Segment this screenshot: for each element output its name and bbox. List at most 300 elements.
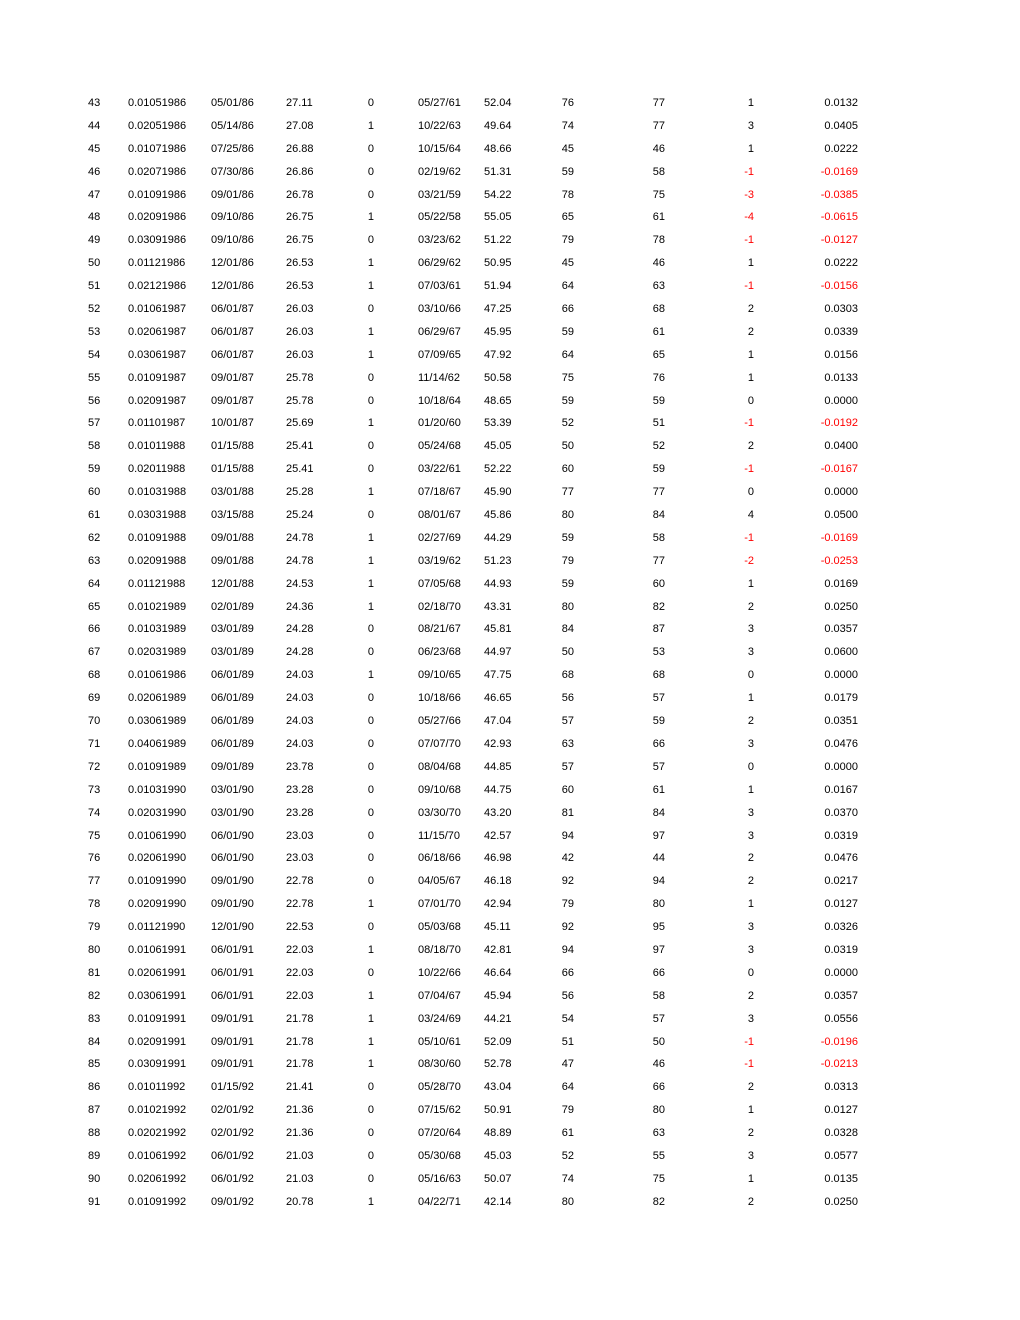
birth-date-cell: 03/22/61 bbox=[418, 463, 461, 476]
value-cell: 22.53 bbox=[286, 921, 314, 934]
score-a-cell: 64 bbox=[561, 1081, 574, 1094]
age-cell: 45.86 bbox=[484, 509, 512, 522]
table-row bbox=[0, 825, 1020, 848]
value-cell: 24.03 bbox=[286, 715, 314, 728]
value-cell: 23.28 bbox=[286, 783, 314, 796]
date-cell: 12/01/88 bbox=[211, 577, 254, 590]
age-cell: 45.95 bbox=[484, 325, 512, 338]
flag-cell: 0 bbox=[367, 966, 374, 979]
value-cell: 21.03 bbox=[286, 1149, 314, 1162]
score-b-cell: 61 bbox=[652, 211, 665, 224]
row-number-cell: 62 bbox=[88, 531, 101, 544]
age-cell: 42.94 bbox=[484, 898, 512, 911]
age-cell: 52.09 bbox=[484, 1035, 512, 1048]
value-cell: 26.03 bbox=[286, 303, 314, 316]
age-cell: 44.29 bbox=[484, 531, 512, 544]
row-number-cell: 45 bbox=[88, 142, 101, 155]
age-cell: 42.14 bbox=[484, 1195, 512, 1208]
id-code-cell: 0.01091992 bbox=[128, 1195, 187, 1208]
age-cell: 45.11 bbox=[484, 921, 511, 934]
age-cell: 43.04 bbox=[484, 1081, 512, 1094]
ratio-cell: 0.0577 bbox=[824, 1149, 858, 1162]
age-cell: 44.93 bbox=[484, 577, 512, 590]
table-row bbox=[0, 618, 1020, 641]
age-cell: 49.64 bbox=[484, 119, 512, 132]
flag-cell: 1 bbox=[367, 348, 374, 361]
table-row bbox=[0, 412, 1020, 435]
flag-cell: 1 bbox=[367, 943, 374, 956]
row-number-cell: 69 bbox=[88, 692, 101, 705]
row-number-cell: 68 bbox=[88, 669, 101, 682]
birth-date-cell: 11/14/62 bbox=[418, 371, 461, 384]
ratio-cell: 0.0328 bbox=[824, 1127, 858, 1140]
ratio-cell: 0.0476 bbox=[824, 852, 858, 865]
score-a-cell: 50 bbox=[561, 646, 574, 659]
flag-cell: 0 bbox=[367, 463, 374, 476]
score-a-cell: 45 bbox=[561, 142, 574, 155]
date-cell: 03/15/88 bbox=[211, 509, 254, 522]
score-a-cell: 59 bbox=[561, 165, 574, 178]
age-cell: 44.97 bbox=[484, 646, 512, 659]
id-code-cell: 0.01031990 bbox=[128, 783, 187, 796]
score-a-cell: 59 bbox=[561, 577, 574, 590]
value-cell: 26.75 bbox=[286, 234, 314, 247]
birth-date-cell: 05/27/66 bbox=[418, 715, 461, 728]
score-a-cell: 77 bbox=[561, 486, 574, 499]
table-row bbox=[0, 733, 1020, 756]
id-code-cell: 0.02061990 bbox=[128, 852, 187, 865]
score-b-cell: 68 bbox=[652, 669, 665, 682]
age-cell: 42.57 bbox=[484, 829, 512, 842]
difference-cell: 1 bbox=[747, 898, 754, 911]
table-row bbox=[0, 756, 1020, 779]
flag-cell: 0 bbox=[367, 852, 374, 865]
id-code-cell: 0.02031989 bbox=[128, 646, 187, 659]
value-cell: 22.78 bbox=[286, 898, 314, 911]
age-cell: 45.90 bbox=[484, 486, 512, 499]
id-code-cell: 0.01061986 bbox=[128, 669, 187, 682]
flag-cell: 0 bbox=[367, 509, 374, 522]
difference-cell: 3 bbox=[747, 1012, 754, 1025]
row-number-cell: 53 bbox=[88, 325, 101, 338]
age-cell: 45.94 bbox=[484, 989, 512, 1002]
ratio-cell: 0.0127 bbox=[824, 898, 858, 911]
difference-cell: -1 bbox=[744, 280, 754, 293]
birth-date-cell: 02/18/70 bbox=[418, 600, 461, 613]
score-a-cell: 79 bbox=[561, 1104, 574, 1117]
table-row bbox=[0, 596, 1020, 619]
row-number-cell: 51 bbox=[88, 280, 101, 293]
ratio-cell: -0.0615 bbox=[820, 211, 858, 224]
date-cell: 09/10/86 bbox=[211, 234, 254, 247]
score-b-cell: 97 bbox=[652, 829, 665, 842]
table-row bbox=[0, 1145, 1020, 1168]
id-code-cell: 0.01091989 bbox=[128, 760, 187, 773]
ratio-cell: -0.0213 bbox=[820, 1058, 858, 1071]
difference-cell: 3 bbox=[747, 646, 754, 659]
score-a-cell: 54 bbox=[561, 1012, 574, 1025]
difference-cell: 1 bbox=[747, 371, 754, 384]
flag-cell: 0 bbox=[367, 1127, 374, 1140]
age-cell: 44.21 bbox=[484, 1012, 512, 1025]
score-a-cell: 68 bbox=[561, 669, 574, 682]
age-cell: 47.92 bbox=[484, 348, 512, 361]
date-cell: 06/01/89 bbox=[211, 715, 254, 728]
ratio-cell: 0.0556 bbox=[824, 1012, 858, 1025]
ratio-cell: 0.0133 bbox=[824, 371, 858, 384]
date-cell: 02/01/92 bbox=[211, 1127, 254, 1140]
score-a-cell: 92 bbox=[561, 921, 574, 934]
value-cell: 27.08 bbox=[286, 119, 314, 132]
id-code-cell: 0.01091988 bbox=[128, 531, 187, 544]
age-cell: 54.22 bbox=[484, 188, 512, 201]
value-cell: 25.78 bbox=[286, 371, 314, 384]
score-b-cell: 66 bbox=[652, 966, 665, 979]
score-a-cell: 80 bbox=[561, 600, 574, 613]
row-number-cell: 74 bbox=[88, 806, 101, 819]
ratio-cell: 0.0000 bbox=[824, 966, 858, 979]
score-a-cell: 78 bbox=[561, 188, 574, 201]
value-cell: 25.78 bbox=[286, 394, 314, 407]
birth-date-cell: 10/22/63 bbox=[418, 119, 461, 132]
row-number-cell: 71 bbox=[88, 737, 101, 750]
score-b-cell: 63 bbox=[652, 1127, 665, 1140]
difference-cell: 2 bbox=[747, 440, 754, 453]
table-row bbox=[0, 893, 1020, 916]
age-cell: 47.25 bbox=[484, 303, 512, 316]
row-number-cell: 79 bbox=[88, 921, 101, 934]
flag-cell: 1 bbox=[367, 600, 374, 613]
score-a-cell: 63 bbox=[561, 737, 574, 750]
row-number-cell: 86 bbox=[88, 1081, 101, 1094]
row-number-cell: 57 bbox=[88, 417, 101, 430]
score-a-cell: 64 bbox=[561, 280, 574, 293]
score-b-cell: 58 bbox=[652, 989, 665, 1002]
flag-cell: 0 bbox=[367, 692, 374, 705]
score-b-cell: 77 bbox=[652, 119, 665, 132]
date-cell: 01/15/88 bbox=[211, 463, 254, 476]
score-a-cell: 81 bbox=[561, 806, 574, 819]
score-a-cell: 84 bbox=[561, 623, 574, 636]
row-number-cell: 89 bbox=[88, 1149, 101, 1162]
birth-date-cell: 10/18/64 bbox=[418, 394, 461, 407]
flag-cell: 1 bbox=[367, 1058, 374, 1071]
table-row bbox=[0, 275, 1020, 298]
id-code-cell: 0.01011992 bbox=[128, 1081, 186, 1094]
id-code-cell: 0.04061989 bbox=[128, 737, 187, 750]
value-cell: 20.78 bbox=[286, 1195, 314, 1208]
table-row bbox=[0, 206, 1020, 229]
ratio-cell: -0.0169 bbox=[820, 165, 858, 178]
flag-cell: 0 bbox=[367, 165, 374, 178]
age-cell: 50.07 bbox=[484, 1172, 512, 1185]
flag-cell: 0 bbox=[367, 394, 374, 407]
age-cell: 45.05 bbox=[484, 440, 512, 453]
birth-date-cell: 05/16/63 bbox=[418, 1172, 461, 1185]
birth-date-cell: 03/19/62 bbox=[418, 554, 461, 567]
table-row bbox=[0, 641, 1020, 664]
date-cell: 07/25/86 bbox=[211, 142, 254, 155]
date-cell: 03/01/89 bbox=[211, 623, 254, 636]
score-b-cell: 84 bbox=[652, 509, 665, 522]
birth-date-cell: 07/03/61 bbox=[418, 280, 461, 293]
birth-date-cell: 04/22/71 bbox=[418, 1195, 461, 1208]
row-number-cell: 67 bbox=[88, 646, 101, 659]
date-cell: 09/01/91 bbox=[211, 1012, 254, 1025]
date-cell: 02/01/92 bbox=[211, 1104, 254, 1117]
ratio-cell: 0.0222 bbox=[824, 142, 858, 155]
date-cell: 09/10/86 bbox=[211, 211, 254, 224]
score-b-cell: 58 bbox=[652, 531, 665, 544]
ratio-cell: 0.0000 bbox=[824, 486, 858, 499]
id-code-cell: 0.01031989 bbox=[128, 623, 187, 636]
difference-cell: -1 bbox=[744, 1035, 754, 1048]
score-a-cell: 42 bbox=[561, 852, 574, 865]
birth-date-cell: 03/30/70 bbox=[418, 806, 461, 819]
flag-cell: 0 bbox=[367, 1149, 374, 1162]
score-a-cell: 94 bbox=[561, 829, 574, 842]
id-code-cell: 0.01061990 bbox=[128, 829, 187, 842]
row-number-cell: 52 bbox=[88, 303, 101, 316]
age-cell: 51.31 bbox=[484, 165, 512, 178]
difference-cell: -4 bbox=[744, 211, 754, 224]
row-number-cell: 91 bbox=[88, 1195, 101, 1208]
age-cell: 51.94 bbox=[484, 280, 512, 293]
score-b-cell: 50 bbox=[652, 1035, 665, 1048]
date-cell: 06/01/87 bbox=[211, 303, 254, 316]
difference-cell: 3 bbox=[747, 119, 754, 132]
date-cell: 06/01/89 bbox=[211, 737, 254, 750]
birth-date-cell: 07/15/62 bbox=[418, 1104, 461, 1117]
age-cell: 48.66 bbox=[484, 142, 512, 155]
score-b-cell: 46 bbox=[652, 142, 665, 155]
row-number-cell: 75 bbox=[88, 829, 101, 842]
value-cell: 24.03 bbox=[286, 692, 314, 705]
value-cell: 26.78 bbox=[286, 188, 314, 201]
date-cell: 09/01/90 bbox=[211, 875, 254, 888]
difference-cell: -1 bbox=[744, 165, 754, 178]
difference-cell: -1 bbox=[744, 463, 754, 476]
id-code-cell: 0.01091990 bbox=[128, 875, 187, 888]
difference-cell: 3 bbox=[747, 943, 754, 956]
score-b-cell: 94 bbox=[652, 875, 665, 888]
id-code-cell: 0.03061987 bbox=[128, 348, 187, 361]
score-b-cell: 77 bbox=[652, 486, 665, 499]
table-row bbox=[0, 710, 1020, 733]
age-cell: 47.75 bbox=[484, 669, 512, 682]
id-code-cell: 0.01061987 bbox=[128, 303, 187, 316]
date-cell: 06/01/91 bbox=[211, 966, 254, 979]
ratio-cell: 0.0250 bbox=[824, 600, 858, 613]
age-cell: 51.22 bbox=[484, 234, 512, 247]
row-number-cell: 54 bbox=[88, 348, 101, 361]
value-cell: 24.53 bbox=[286, 577, 314, 590]
table-row bbox=[0, 367, 1020, 390]
difference-cell: 2 bbox=[747, 1195, 754, 1208]
score-b-cell: 63 bbox=[652, 280, 665, 293]
date-cell: 06/01/87 bbox=[211, 325, 254, 338]
id-code-cell: 0.03061989 bbox=[128, 715, 187, 728]
ratio-cell: 0.0222 bbox=[824, 257, 858, 270]
id-code-cell: 0.03031988 bbox=[128, 509, 187, 522]
score-a-cell: 65 bbox=[561, 211, 574, 224]
value-cell: 26.03 bbox=[286, 325, 314, 338]
difference-cell: 2 bbox=[747, 325, 754, 338]
value-cell: 24.36 bbox=[286, 600, 314, 613]
score-b-cell: 97 bbox=[652, 943, 665, 956]
row-number-cell: 84 bbox=[88, 1035, 101, 1048]
age-cell: 45.03 bbox=[484, 1149, 512, 1162]
id-code-cell: 0.03091986 bbox=[128, 234, 187, 247]
score-b-cell: 57 bbox=[652, 760, 665, 773]
value-cell: 26.86 bbox=[286, 165, 314, 178]
score-b-cell: 51 bbox=[652, 417, 665, 430]
date-cell: 06/01/92 bbox=[211, 1172, 254, 1185]
score-a-cell: 47 bbox=[561, 1058, 574, 1071]
date-cell: 09/01/91 bbox=[211, 1058, 254, 1071]
flag-cell: 1 bbox=[367, 211, 374, 224]
flag-cell: 0 bbox=[367, 623, 374, 636]
flag-cell: 0 bbox=[367, 371, 374, 384]
row-number-cell: 90 bbox=[88, 1172, 101, 1185]
difference-cell: 1 bbox=[747, 692, 754, 705]
table-row bbox=[0, 1122, 1020, 1145]
flag-cell: 0 bbox=[367, 783, 374, 796]
id-code-cell: 0.01091986 bbox=[128, 188, 187, 201]
table-row bbox=[0, 779, 1020, 802]
flag-cell: 1 bbox=[367, 989, 374, 1002]
flag-cell: 0 bbox=[367, 1172, 374, 1185]
id-code-cell: 0.01011988 bbox=[128, 440, 186, 453]
birth-date-cell: 05/27/61 bbox=[418, 97, 461, 109]
ratio-cell: 0.0179 bbox=[824, 692, 858, 705]
table-row bbox=[0, 802, 1020, 825]
flag-cell: 0 bbox=[367, 234, 374, 247]
difference-cell: 1 bbox=[747, 97, 754, 109]
flag-cell: 1 bbox=[367, 531, 374, 544]
score-b-cell: 80 bbox=[652, 898, 665, 911]
ratio-cell: 0.0370 bbox=[824, 806, 858, 819]
id-code-cell: 0.01121986 bbox=[128, 257, 186, 270]
date-cell: 01/15/92 bbox=[211, 1081, 254, 1094]
ratio-cell: 0.0156 bbox=[824, 348, 858, 361]
row-number-cell: 50 bbox=[88, 257, 101, 270]
birth-date-cell: 05/22/58 bbox=[418, 211, 461, 224]
score-b-cell: 57 bbox=[652, 692, 665, 705]
flag-cell: 0 bbox=[367, 1104, 374, 1117]
age-cell: 45.81 bbox=[484, 623, 512, 636]
age-cell: 43.31 bbox=[484, 600, 512, 613]
difference-cell: 2 bbox=[747, 852, 754, 865]
score-b-cell: 59 bbox=[652, 715, 665, 728]
score-b-cell: 77 bbox=[652, 97, 665, 109]
score-a-cell: 59 bbox=[561, 531, 574, 544]
birth-date-cell: 08/04/68 bbox=[418, 760, 461, 773]
table-row bbox=[0, 390, 1020, 413]
flag-cell: 0 bbox=[367, 806, 374, 819]
date-cell: 06/01/90 bbox=[211, 829, 254, 842]
difference-cell: 0 bbox=[747, 486, 754, 499]
date-cell: 06/01/90 bbox=[211, 852, 254, 865]
row-number-cell: 61 bbox=[88, 509, 101, 522]
date-cell: 12/01/90 bbox=[211, 921, 254, 934]
birth-date-cell: 10/15/64 bbox=[418, 142, 461, 155]
row-number-cell: 49 bbox=[88, 234, 101, 247]
flag-cell: 1 bbox=[367, 554, 374, 567]
flag-cell: 1 bbox=[367, 257, 374, 270]
score-b-cell: 61 bbox=[652, 783, 665, 796]
birth-date-cell: 06/18/66 bbox=[418, 852, 461, 865]
date-cell: 09/01/87 bbox=[211, 371, 254, 384]
difference-cell: 1 bbox=[747, 257, 754, 270]
table-row bbox=[0, 458, 1020, 481]
birth-date-cell: 08/18/70 bbox=[418, 943, 461, 956]
birth-date-cell: 09/10/65 bbox=[418, 669, 461, 682]
birth-date-cell: 07/20/64 bbox=[418, 1127, 461, 1140]
table-row bbox=[0, 985, 1020, 1008]
age-cell: 42.93 bbox=[484, 737, 512, 750]
table-row bbox=[0, 115, 1020, 138]
id-code-cell: 0.02021992 bbox=[128, 1127, 187, 1140]
id-code-cell: 0.01101987 bbox=[128, 417, 186, 430]
data-table bbox=[0, 92, 1020, 1214]
difference-cell: -2 bbox=[744, 554, 754, 567]
score-a-cell: 57 bbox=[561, 760, 574, 773]
flag-cell: 0 bbox=[367, 646, 374, 659]
value-cell: 21.03 bbox=[286, 1172, 314, 1185]
score-b-cell: 77 bbox=[652, 554, 665, 567]
score-a-cell: 56 bbox=[561, 989, 574, 1002]
age-cell: 50.91 bbox=[484, 1104, 512, 1117]
value-cell: 22.03 bbox=[286, 989, 314, 1002]
table-row bbox=[0, 321, 1020, 344]
id-code-cell: 0.02091990 bbox=[128, 898, 187, 911]
score-a-cell: 66 bbox=[561, 966, 574, 979]
flag-cell: 1 bbox=[367, 486, 374, 499]
score-b-cell: 53 bbox=[652, 646, 665, 659]
birth-date-cell: 03/10/66 bbox=[418, 303, 461, 316]
difference-cell: 0 bbox=[747, 669, 754, 682]
age-cell: 51.23 bbox=[484, 554, 512, 567]
row-number-cell: 44 bbox=[88, 119, 101, 132]
ratio-cell: 0.0319 bbox=[824, 943, 858, 956]
birth-date-cell: 05/10/61 bbox=[418, 1035, 461, 1048]
value-cell: 26.75 bbox=[286, 211, 314, 224]
flag-cell: 1 bbox=[367, 119, 374, 132]
flag-cell: 1 bbox=[367, 325, 374, 338]
difference-cell: 3 bbox=[747, 737, 754, 750]
date-cell: 03/01/90 bbox=[211, 783, 254, 796]
difference-cell: -1 bbox=[744, 531, 754, 544]
table-row bbox=[0, 344, 1020, 367]
date-cell: 06/01/91 bbox=[211, 989, 254, 1002]
row-number-cell: 81 bbox=[88, 966, 101, 979]
flag-cell: 0 bbox=[367, 142, 374, 155]
age-cell: 53.39 bbox=[484, 417, 512, 430]
table-row bbox=[0, 1099, 1020, 1122]
birth-date-cell: 03/24/69 bbox=[418, 1012, 461, 1025]
value-cell: 23.03 bbox=[286, 829, 314, 842]
difference-cell: 3 bbox=[747, 921, 754, 934]
age-cell: 47.04 bbox=[484, 715, 512, 728]
birth-date-cell: 06/23/68 bbox=[418, 646, 461, 659]
ratio-cell: 0.0000 bbox=[824, 394, 858, 407]
flag-cell: 0 bbox=[367, 921, 374, 934]
difference-cell: 4 bbox=[747, 509, 754, 522]
value-cell: 24.03 bbox=[286, 669, 314, 682]
score-b-cell: 80 bbox=[652, 1104, 665, 1117]
difference-cell: 2 bbox=[747, 989, 754, 1002]
